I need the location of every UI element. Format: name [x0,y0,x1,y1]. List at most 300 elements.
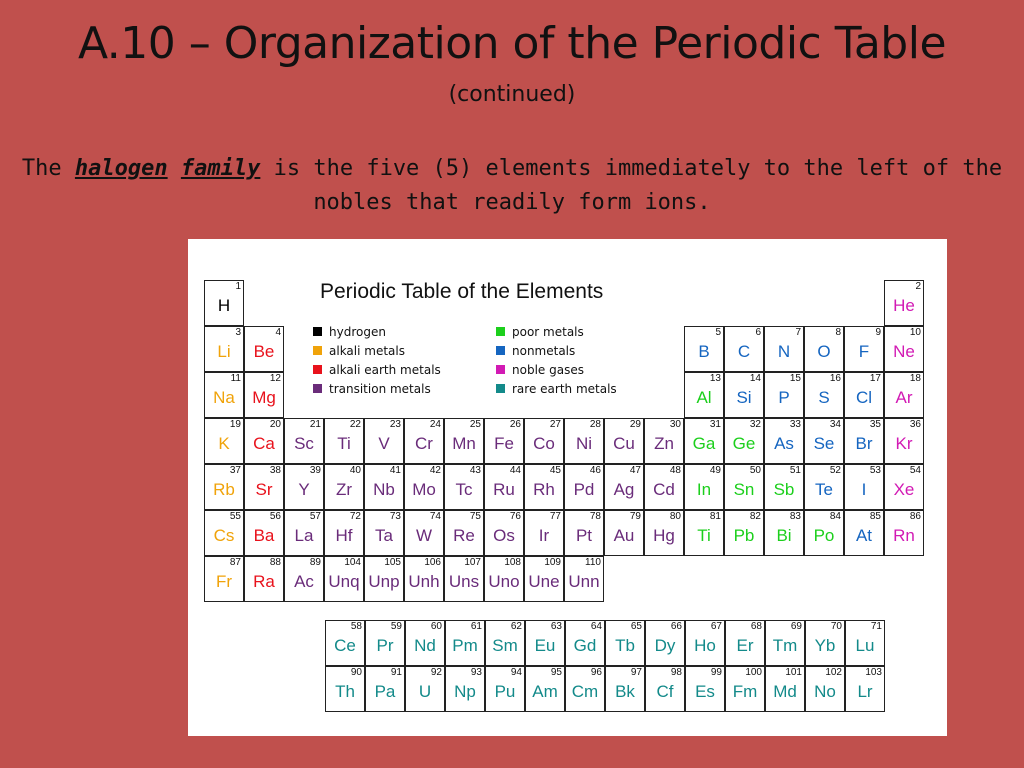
element-symbol: Unq [328,572,360,591]
element-cell-ti [324,418,364,464]
element-symbol: Hf [335,526,353,545]
element-cell-p [764,372,804,418]
atomic-number: 83 [789,511,801,522]
element-cell-pb [724,510,764,556]
legend-label: poor metals [512,325,584,339]
atomic-number: 9 [875,327,881,338]
element-symbol: He [893,296,915,315]
element-symbol: Ir [538,526,550,545]
element-cell-zn [644,418,684,464]
atomic-number: 81 [709,511,721,522]
element-cell-zr [324,464,364,510]
atomic-number: 109 [544,557,561,568]
element-cell-am [525,666,565,712]
element-cell-ru [484,464,524,510]
element-cell-v [364,418,404,464]
element-symbol: P [778,388,790,407]
atomic-number: 87 [229,557,241,568]
element-symbol: Rh [533,480,555,499]
element-symbol: Cd [653,480,675,499]
element-cell-lu [845,620,885,666]
atomic-number: 64 [590,621,602,632]
element-cell-nb [364,464,404,510]
element-cell-te [804,464,844,510]
element-symbol: Rb [213,480,235,499]
element-cell-ce [325,620,365,666]
element-symbol: Cr [415,434,433,453]
atomic-number: 7 [795,327,801,338]
atomic-number: 54 [909,465,921,476]
atomic-number: 61 [470,621,482,632]
element-symbol: W [415,526,433,545]
legend-swatch [313,384,322,393]
element-symbol: Es [695,682,715,701]
element-cell-au [604,510,644,556]
periodic-table-title: Periodic Table of the Elements [320,280,604,303]
element-cell-n [764,326,804,372]
element-cell-ti [684,510,724,556]
element-cell-pt [564,510,604,556]
element-cell-rh [524,464,564,510]
legend-label: rare earth metals [512,382,617,396]
body-prefix: The [21,156,62,181]
element-cell-unn [564,556,604,602]
element-symbol: Unh [408,572,440,591]
atomic-number: 103 [865,667,882,678]
atomic-number: 10 [909,327,921,338]
element-symbol: Os [493,526,515,545]
element-cell-k [204,418,244,464]
element-symbol: Ru [493,480,515,499]
atomic-number: 5 [715,327,721,338]
atomic-number: 39 [309,465,321,476]
element-cell-ga [684,418,724,464]
element-symbol: Uns [448,572,480,591]
element-symbol: Sr [255,480,273,499]
atomic-number: 25 [469,419,481,430]
element-cell-f [844,326,884,372]
element-symbol: Ca [253,434,275,453]
element-symbol: C [737,342,751,361]
element-cell-al [684,372,724,418]
legend-item-nonmetal [496,344,575,358]
element-cell-rb [204,464,244,510]
atomic-number: 95 [550,667,562,678]
element-cell-ne [884,326,924,372]
element-cell-cl [844,372,884,418]
element-cell-at [844,510,884,556]
element-cell-cd [644,464,684,510]
element-symbol: Cs [213,526,235,545]
atomic-number: 63 [550,621,562,632]
element-cell-br [844,418,884,464]
element-symbol: Ar [895,388,913,407]
element-symbol: Tm [772,636,798,655]
element-cell-sc [284,418,324,464]
atomic-number: 15 [789,373,801,384]
atomic-number: 18 [909,373,921,384]
atomic-number: 58 [350,621,362,632]
element-symbol: Lr [857,682,873,701]
element-symbol: Ge [732,434,756,453]
element-symbol: F [858,342,870,361]
atomic-number: 67 [710,621,722,632]
element-cell-ho [685,620,725,666]
element-symbol: Mg [252,388,276,407]
atomic-number: 26 [509,419,521,430]
atomic-number: 19 [229,419,241,430]
atomic-number: 51 [789,465,801,476]
atomic-number: 43 [469,465,481,476]
atomic-number: 72 [349,511,361,522]
element-symbol: N [777,342,791,361]
body-rest: is the five (5) elements immediately to the left of the nobles that readily form ions. [273,156,1003,215]
element-cell-w [404,510,444,556]
atomic-number: 34 [829,419,841,430]
atomic-number: 100 [745,667,762,678]
element-symbol: B [698,342,710,361]
element-symbol: Nd [414,636,436,655]
element-symbol: Ac [294,572,314,591]
element-symbol: Co [533,434,555,453]
element-cell-ba [244,510,284,556]
atomic-number: 20 [269,419,281,430]
legend-label: alkali metals [329,344,405,358]
element-symbol: Ra [253,572,275,591]
legend-swatch [313,346,322,355]
legend-swatch [496,346,505,355]
element-symbol: O [817,342,831,361]
element-cell-une [524,556,564,602]
element-cell-ir [524,510,564,556]
element-symbol: Pa [374,682,396,701]
element-cell-o [804,326,844,372]
element-symbol: Y [298,480,310,499]
legend-item-alkali [313,344,405,358]
element-cell-cr [404,418,444,464]
element-symbol: Zn [654,434,674,453]
element-symbol: Pd [573,480,595,499]
element-cell-se [804,418,844,464]
element-symbol: Bk [615,682,635,701]
element-cell-pd [564,464,604,510]
element-cell-pa [365,666,405,712]
slide-subtitle: (continued) [448,82,576,107]
atomic-number: 107 [464,557,481,568]
element-cell-es [685,666,725,712]
element-cell-md [765,666,805,712]
element-symbol: Am [532,682,558,701]
element-cell-ar [884,372,924,418]
keyword-family: family [180,156,261,181]
element-symbol: Sc [294,434,314,453]
element-symbol: Dy [654,636,676,655]
element-cell-li [204,326,244,372]
element-symbol: Sn [733,480,755,499]
element-symbol: Ta [375,526,393,545]
element-cell-tc [444,464,484,510]
element-cell-bi [764,510,804,556]
element-cell-nd [405,620,445,666]
legend-item-poor [496,325,584,339]
element-cell-bk [605,666,645,712]
element-symbol: Np [454,682,476,701]
element-symbol: H [217,296,231,315]
element-cell-sr [244,464,284,510]
element-symbol: Th [335,682,355,701]
element-symbol: As [774,434,794,453]
legend-swatch [496,384,505,393]
element-symbol: Unn [568,572,600,591]
element-symbol: Ba [253,526,275,545]
element-symbol: I [861,480,867,499]
element-symbol: Pu [494,682,516,701]
element-cell-pu [485,666,525,712]
element-symbol: Ce [334,636,356,655]
atomic-number: 77 [549,511,561,522]
atomic-number: 38 [269,465,281,476]
atomic-number: 28 [589,419,601,430]
element-symbol: Md [773,682,797,701]
atomic-number: 30 [669,419,681,430]
element-symbol: Bi [776,526,792,545]
atomic-number: 3 [235,327,241,338]
element-symbol: V [378,434,390,453]
atomic-number: 96 [590,667,602,678]
element-symbol: Tb [615,636,635,655]
element-cell-mo [404,464,444,510]
atomic-number: 14 [749,373,761,384]
element-cell-pr [365,620,405,666]
element-cell-ra [244,556,284,602]
element-cell-hf [324,510,364,556]
element-symbol: Fr [215,572,233,591]
legend-item-transition [313,382,431,396]
atomic-number: 36 [909,419,921,430]
atomic-number: 44 [509,465,521,476]
element-cell-ac [284,556,324,602]
atomic-number: 17 [869,373,881,384]
element-symbol: Hg [653,526,675,545]
element-symbol: Yb [814,636,836,655]
legend-label: hydrogen [329,325,386,339]
atomic-number: 97 [630,667,642,678]
legend-label: transition metals [329,382,431,396]
element-cell-pm [445,620,485,666]
element-cell-er [725,620,765,666]
element-cell-unh [404,556,444,602]
atomic-number: 55 [229,511,241,522]
legend-label: alkali earth metals [329,363,441,377]
element-symbol: Li [217,342,231,361]
element-symbol: U [418,682,432,701]
atomic-number: 71 [870,621,882,632]
element-cell-na [204,372,244,418]
legend-swatch [313,365,322,374]
atomic-number: 11 [230,373,241,384]
element-cell-no [805,666,845,712]
element-symbol: Kr [895,434,913,453]
atomic-number: 94 [510,667,522,678]
element-symbol: Mn [452,434,476,453]
element-cell-as [764,418,804,464]
atomic-number: 1 [235,281,241,292]
element-symbol: Ti [697,526,711,545]
element-cell-u [405,666,445,712]
atomic-number: 27 [549,419,561,430]
element-cell-sb [764,464,804,510]
atomic-number: 69 [790,621,802,632]
atomic-number: 22 [349,419,361,430]
element-symbol: Cl [855,388,873,407]
atomic-number: 2 [915,281,921,292]
atomic-number: 50 [749,465,761,476]
atomic-number: 93 [470,667,482,678]
element-cell-tm [765,620,805,666]
atomic-number: 33 [789,419,801,430]
element-symbol: At [855,526,873,545]
slide-title: A.10 – Organization of the Periodic Table [77,18,947,69]
atomic-number: 70 [830,621,842,632]
element-cell-hg [644,510,684,556]
element-cell-b [684,326,724,372]
element-symbol: Er [736,636,754,655]
atomic-number: 101 [785,667,802,678]
element-symbol: Eu [534,636,556,655]
element-symbol: Fe [494,434,514,453]
element-cell-ca [244,418,284,464]
element-cell-si [724,372,764,418]
element-cell-unp [364,556,404,602]
atomic-number: 46 [589,465,601,476]
element-symbol: Pr [376,636,394,655]
element-cell-tb [605,620,645,666]
element-cell-la [284,510,324,556]
atomic-number: 52 [829,465,841,476]
element-symbol: Cu [613,434,635,453]
element-cell-cm [565,666,605,712]
element-cell-cs [204,510,244,556]
atomic-number: 56 [269,511,281,522]
legend-swatch [496,327,505,336]
element-cell-eu [525,620,565,666]
element-cell-xe [884,464,924,510]
element-symbol: Rn [893,526,915,545]
element-cell-ag [604,464,644,510]
element-cell-lr [845,666,885,712]
atomic-number: 65 [630,621,642,632]
element-symbol: Zr [335,480,353,499]
atomic-number: 21 [309,419,321,430]
atomic-number: 49 [709,465,721,476]
element-cell-h [204,280,244,326]
element-symbol: In [696,480,712,499]
atomic-number: 4 [275,327,281,338]
atomic-number: 99 [710,667,722,678]
element-symbol: Ne [893,342,915,361]
atomic-number: 88 [269,557,281,568]
element-cell-mn [444,418,484,464]
element-cell-c [724,326,764,372]
keyword-halogen: halogen [74,156,168,181]
atomic-number: 62 [510,621,522,632]
element-cell-ge [724,418,764,464]
element-symbol: Na [213,388,235,407]
atomic-number: 106 [424,557,441,568]
element-symbol: Sm [492,636,518,655]
element-cell-uno [484,556,524,602]
legend-label: noble gases [512,363,584,377]
atomic-number: 59 [390,621,402,632]
atomic-number: 108 [504,557,521,568]
element-cell-sm [485,620,525,666]
atomic-number: 23 [389,419,401,430]
element-symbol: La [294,526,314,545]
body-text [20,152,1004,220]
atomic-number: 84 [829,511,841,522]
element-cell-th [325,666,365,712]
atomic-number: 40 [349,465,361,476]
element-symbol: Xe [893,480,915,499]
element-cell-ta [364,510,404,556]
atomic-number: 41 [389,465,401,476]
atomic-number: 98 [670,667,682,678]
element-cell-be [244,326,284,372]
atomic-number: 86 [909,511,921,522]
element-cell-sn [724,464,764,510]
atomic-number: 29 [629,419,641,430]
element-cell-gd [565,620,605,666]
element-symbol: Ni [575,434,593,453]
element-symbol: Une [528,572,560,591]
element-cell-np [445,666,485,712]
element-cell-rn [884,510,924,556]
element-symbol: Ho [694,636,716,655]
atomic-number: 74 [429,511,441,522]
element-cell-he [884,280,924,326]
atomic-number: 57 [309,511,321,522]
atomic-number: 32 [749,419,761,430]
element-cell-cf [645,666,685,712]
atomic-number: 79 [629,511,641,522]
atomic-number: 6 [755,327,761,338]
legend-swatch [496,365,505,374]
element-symbol: Cf [656,682,674,701]
element-cell-uns [444,556,484,602]
element-symbol: Ga [692,434,716,453]
element-symbol: K [218,434,230,453]
atomic-number: 76 [509,511,521,522]
element-symbol: Fm [732,682,758,701]
element-symbol: Nb [373,480,395,499]
element-cell-s [804,372,844,418]
element-cell-ni [564,418,604,464]
element-cell-mg [244,372,284,418]
atomic-number: 12 [269,373,281,384]
atomic-number: 68 [750,621,762,632]
element-symbol: Gd [573,636,597,655]
element-cell-cu [604,418,644,464]
element-symbol: Mo [412,480,436,499]
atomic-number: 82 [749,511,761,522]
element-symbol: Se [813,434,835,453]
atomic-number: 78 [589,511,601,522]
atomic-number: 45 [549,465,561,476]
atomic-number: 42 [429,465,441,476]
element-cell-kr [884,418,924,464]
element-symbol: Lu [855,636,875,655]
element-cell-co [524,418,564,464]
